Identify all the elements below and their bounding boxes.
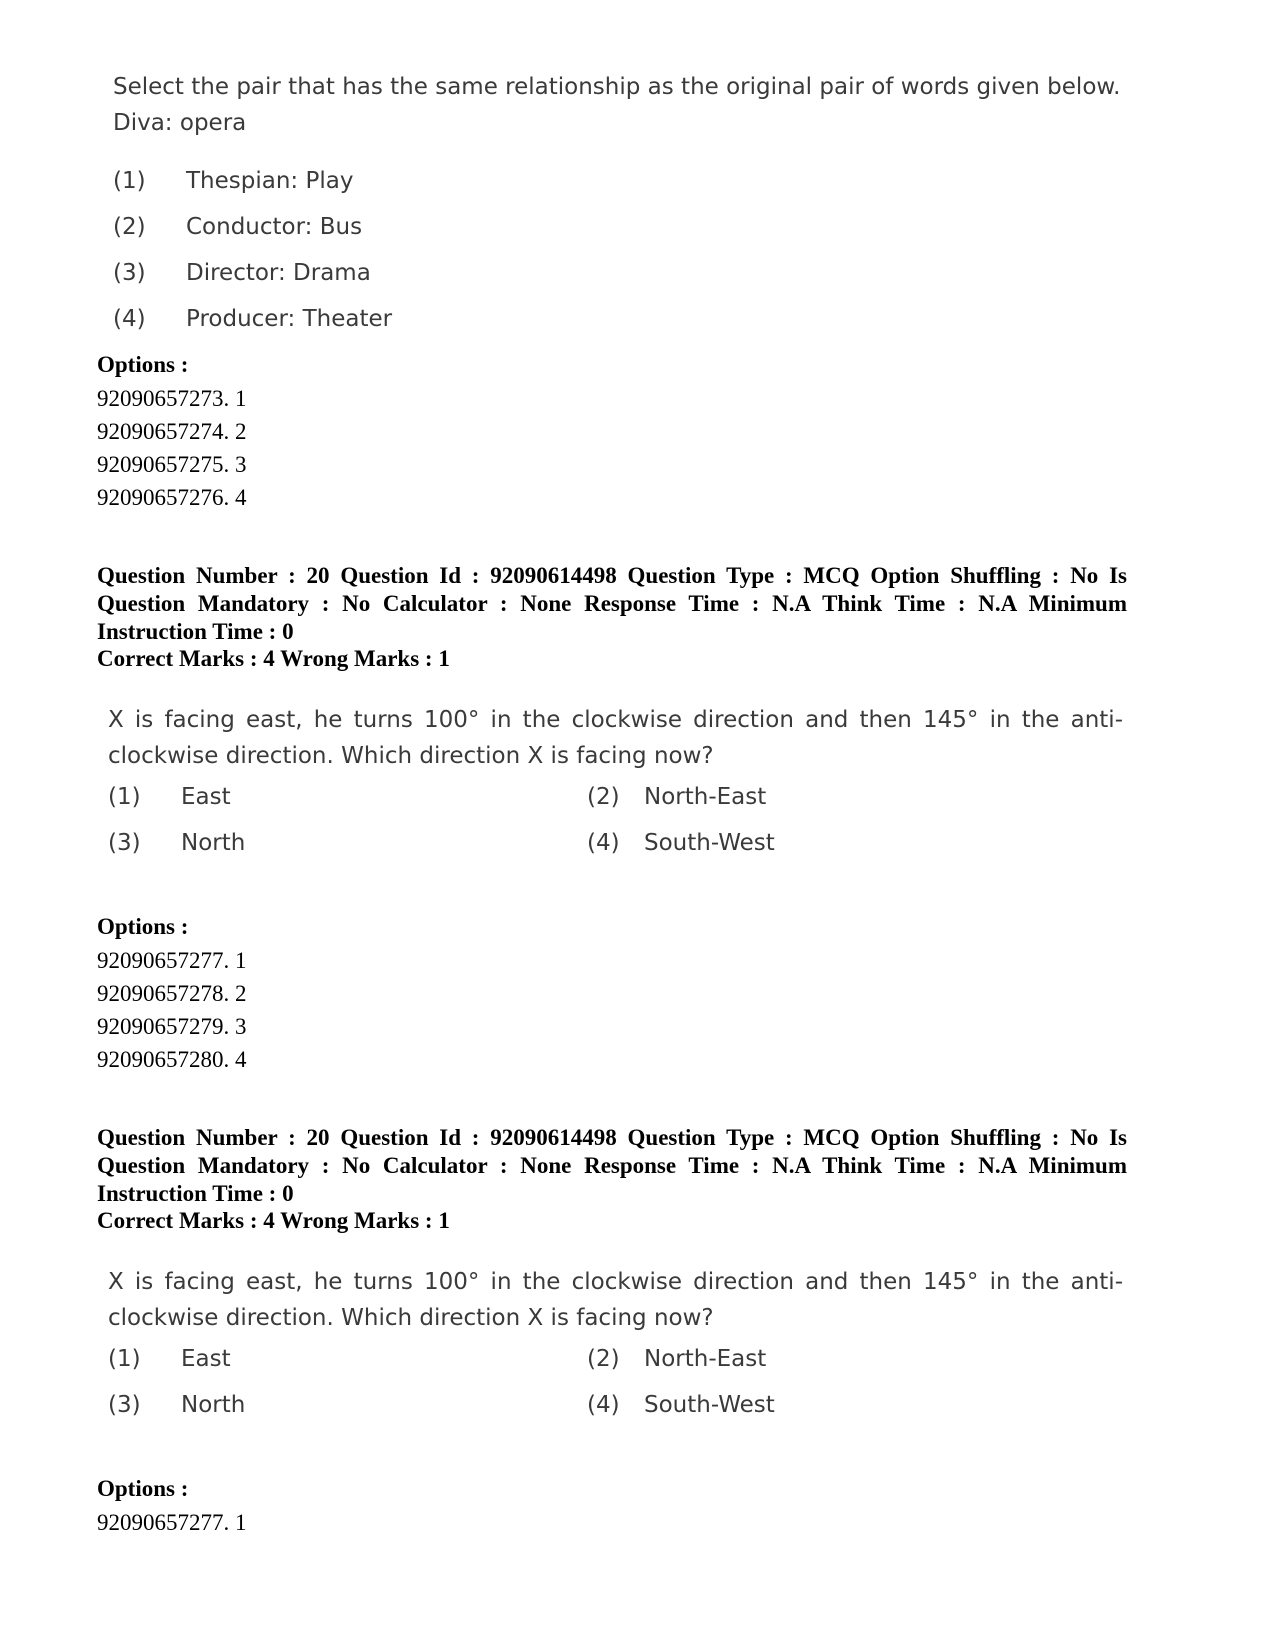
choice-text: East [181, 1346, 231, 1372]
q3-option-id-1: 92090657277. 1 [97, 1510, 247, 1535]
q2-question-text: X is facing east, he turns 100° in the clockwise direction and then 145° in the anti-clockwise direction. Which direction X is facing now? [108, 707, 1123, 769]
q1-options-label: Options : [97, 352, 189, 377]
choice-text: East [181, 784, 231, 810]
choice-text: Director: Drama [186, 260, 371, 286]
choice-number: (4) [587, 1392, 620, 1418]
choice-number: (4) [113, 306, 146, 332]
q2-options-label: Options : [97, 914, 189, 939]
q2-option-id-1: 92090657277. 1 [97, 948, 247, 973]
choice-text: South-West [644, 1392, 775, 1418]
q2-option-id-4: 92090657280. 4 [97, 1047, 247, 1072]
q2-marks: Correct Marks : 4 Wrong Marks : 1 [97, 646, 450, 671]
choice-text: North [181, 1392, 246, 1418]
q3-options-label: Options : [97, 1476, 189, 1501]
q1-option-id-3: 92090657275. 3 [97, 452, 247, 477]
q1-option-id-4: 92090657276. 4 [97, 485, 247, 510]
q1-option-id-1: 92090657273. 1 [97, 386, 247, 411]
q2-meta: Question Number : 20 Question Id : 92090614498 Question Type : MCQ Option Shuffling : No Is Question Mandatory : No Calculator : None Response Time : N.A Think Time : N.A Minimum Instruction Time : 0 [97, 563, 1127, 644]
choice-number: (3) [108, 830, 141, 856]
q2-option-id-2: 92090657278. 2 [97, 981, 247, 1006]
choice-number: (3) [108, 1392, 141, 1418]
choice-number: (4) [587, 830, 620, 856]
choice-text: Conductor: Bus [186, 214, 363, 240]
choice-text: North [181, 830, 246, 856]
choice-number: (1) [108, 784, 141, 810]
choice-number: (2) [113, 214, 146, 240]
q3-marks: Correct Marks : 4 Wrong Marks : 1 [97, 1208, 450, 1233]
q3-meta: Question Number : 20 Question Id : 92090614498 Question Type : MCQ Option Shuffling : No Is Question Mandatory : No Calculator : None Response Time : N.A Think Time : N.A Minimum Instruction Time : 0 [97, 1125, 1127, 1206]
choice-text: Thespian: Play [186, 168, 354, 194]
q1-option-id-2: 92090657274. 2 [97, 419, 247, 444]
choice-text: North-East [644, 1346, 767, 1372]
choice-number: (1) [113, 168, 146, 194]
question-1-line-1: Select the pair that has the same relationship as the original pair of words given below. [113, 74, 1121, 100]
q3-question-text: X is facing east, he turns 100° in the clockwise direction and then 145° in the anti-clockwise direction. Which direction X is facing now? [108, 1269, 1123, 1331]
choice-number: (1) [108, 1346, 141, 1372]
choice-number: (2) [587, 784, 620, 810]
q2-option-id-3: 92090657279. 3 [97, 1014, 247, 1039]
choice-text: South-West [644, 830, 775, 856]
question-1-line-2: Diva: opera [113, 110, 247, 136]
choice-number: (3) [113, 260, 146, 286]
choice-text: North-East [644, 784, 767, 810]
choice-number: (2) [587, 1346, 620, 1372]
choice-text: Producer: Theater [186, 306, 393, 332]
